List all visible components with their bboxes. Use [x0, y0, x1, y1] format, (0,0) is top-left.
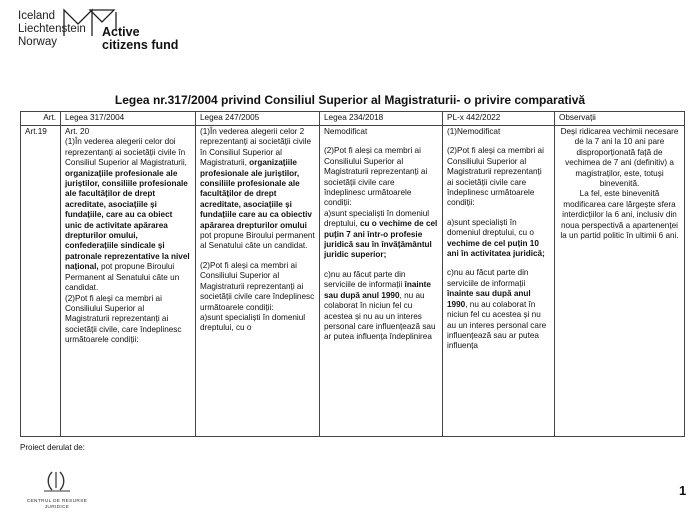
cell-law-234 — [320, 126, 443, 437]
header-art: Art. — [21, 112, 61, 126]
logo-country: Iceland — [18, 10, 56, 22]
header-observations: Observații — [555, 112, 685, 126]
para-c: c)nu au făcut parte din serviciile de informații înainte sau după anul 1990, nu au colaborat în niciun fel cu acestea și nu au un interes personal care influențează sau ar putea influența îndeplinirea — [324, 269, 436, 342]
logo-country: Liechtenstein — [18, 23, 86, 35]
table-row — [21, 126, 685, 437]
crj-emblem-icon — [40, 470, 74, 494]
para-2: (2)Pot fi aleși ca membri ai Consiliului Superior al Magistraturii reprezentanți ai societății civile, care îndeplinesc următoarele condiții: — [65, 293, 182, 345]
para-1: (1)Nemodificat — [447, 127, 501, 136]
cell-plx-442 — [443, 126, 555, 437]
para-a: a)sunt specialiști în domeniul dreptului, cu o vechime de cel puțin 7 ani într-o profesie juridică sau în învățământul juridic superior; — [324, 208, 438, 260]
cell-law-317 — [61, 126, 196, 437]
para-2: (2)Pot fi aleși ca membri ai Consiliului Superior al Magistraturii reprezentanți ai societății civile care îndeplinesc următoarele condiții: — [324, 146, 428, 208]
header-law-247: Legea 247/2005 — [196, 112, 320, 126]
logo-fund-line: Active — [102, 25, 140, 39]
cell-art: Art.19 — [21, 126, 61, 437]
para-2: (2)Pot fi aleși ca membri ai Consiliului Superior al Magistraturii reprezentanți ai societății civile care îndeplinesc următoarele condiții: — [200, 260, 315, 312]
cell-observations — [555, 126, 685, 437]
para-2: (2)Pot fi aleși ca membri ai Consiliului Superior al Magistraturii reprezentanți ai societății civile care îndeplinesc următoarele condiții: — [447, 146, 544, 208]
logo-country: Norway — [18, 36, 57, 48]
para-c: c)nu au făcut parte din serviciile de informații înainte sau după anul 1990, nu au colaborat în niciun fel cu acestea și nu au un interes personal care influențează sau ar putea influența — [447, 268, 547, 351]
project-label: Proiect derulat de: — [20, 443, 85, 452]
header-law-317: Legea 317/2004 — [61, 112, 196, 126]
logo-fund-line: citizens fund — [102, 38, 179, 52]
header-law-234: Legea 234/2018 — [320, 112, 443, 126]
obs-para-2: La fel, este binevenită modificarea care lărgește sfera interdicțiilor la 6 ani, inclusiv din noua perspectivă a apartenenței la un partid politic în ultimii 6 ani. — [560, 189, 679, 241]
page-title: Legea nr.317/2004 privind Consiliul Superior al Magistraturii- o privire comparativă — [114, 93, 586, 107]
crj-name-line: JURIDICE — [44, 505, 70, 510]
para-1: (1)În vederea alegerii celor doi reprezentanți ai societății civile în Consiliul Superior al Magistraturii, organizațiile profesionale ale juriștilor, consiliile profesionale ale facultăților de drept acreditate, asociațiile și fundațiile, care au ca obiect unic de activitate apărarea drepturilor omului, confederațiile sindicale și patronale reprezentative la nivel național, pot propune Biroului Permanent al Senatului câte un candidat. — [65, 137, 190, 293]
para-1: (1)În vederea alegerii celor 2 reprezentanți ai societății civile în Consiliul Superior al Magistraturii, organizațiile profesionale ale juriștilor, consiliile profesionale ale facultăților de drept acreditate, asociațiile și fundațiile care au ca obiectiv apărarea drepturilor omului pot propune Biroului permanent al Senatului câte un candidat. — [200, 127, 315, 251]
page-number: 1 — [679, 483, 687, 498]
header-plx-442: PL-x 442/2022 — [443, 112, 555, 126]
para-art: Art. 20 — [65, 127, 90, 136]
cell-law-247 — [196, 126, 320, 437]
para-a: a)sunt specialiști în domeniul dreptului, cu o vechime de cel puțin 10 ani în activitatea juridică; — [447, 217, 545, 259]
crj-logo — [22, 470, 92, 511]
logo-fund — [102, 26, 178, 52]
crj-name-line: CENTRUL DE RESURSE — [26, 499, 88, 504]
table-header-row — [21, 112, 685, 126]
para-1: Nemodificat — [324, 127, 368, 136]
comparison-table — [20, 111, 685, 437]
obs-para-1: Deși ridicarea vechimii necesare de la 7 ani la 10 ani pare disproporționată față de vechimea de 7 ani (definitiv) a magistraților, este, totuși binevenită. — [560, 127, 679, 189]
para-a: a)sunt specialiști în domeniul dreptului, cu o — [200, 312, 306, 333]
